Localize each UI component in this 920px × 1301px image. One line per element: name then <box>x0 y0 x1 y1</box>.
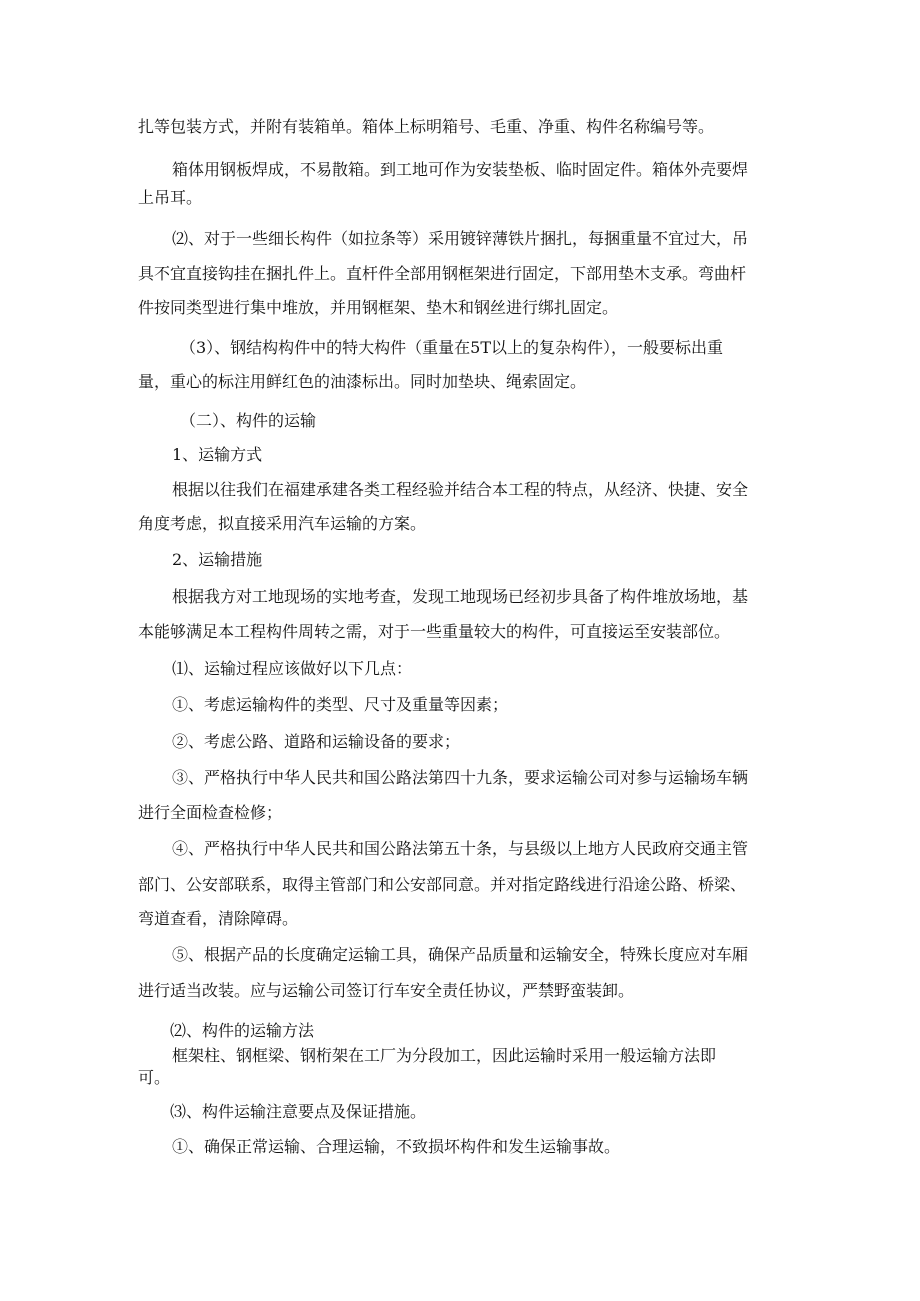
text-line-2: 箱体用钢板焊成，不易散箱。到工地可作为安装垫板、临时固定件。箱体外壳要焊 <box>172 160 749 179</box>
text-line-18: ②、考虑公路、道路和运输设备的要求； <box>172 732 461 751</box>
text-line-8: 量，重心的标注用鲜红色的油漆标出。同时加垫块、绳索固定。 <box>138 372 587 391</box>
text-line-30: ①、确保正常运输、合理运输，不致损坏构件和发生运输事故。 <box>172 1137 621 1156</box>
text-line-4: ⑵、对于一些细长构件（如拉条等）采用镀锌薄铁片捆扎，每捆重量不宜过大，吊 <box>172 229 749 248</box>
subsection-heading-2: 2、运输措施 <box>172 550 263 569</box>
text-line-12: 角度考虑，拟直接采用汽车运输的方案。 <box>138 514 427 533</box>
text-line-1: 扎等包装方式，并附有装箱单。箱体上标明箱号、毛重、净重、构件名称编号等。 <box>138 117 715 136</box>
text-line-27: 框架柱、钢框梁、钢桁架在工厂为分段加工，因此运输时采用一般运输方法即 <box>172 1046 717 1065</box>
subsection-heading-1: 1、运输方式 <box>172 445 263 464</box>
text-line-7: （3）、钢结构构件中的特大构件（重量在5T以上的复杂构件），一般要标出重 <box>180 338 724 357</box>
text-line-11: 根据以往我们在福建承建各类工程经验并结合本工程的特点，从经济、快捷、安全 <box>172 480 749 499</box>
text-line-26: ⑵、构件的运输方法 <box>170 1021 315 1040</box>
text-line-24: ⑤、根据产品的长度确定运输工具，确保产品质量和运输安全，特殊长度应对车厢 <box>172 945 749 964</box>
text-line-14: 根据我方对工地现场的实地考查，发现工地现场已经初步具备了构件堆放场地，基 <box>172 587 749 606</box>
text-line-29: ⑶、构件运输注意要点及保证措施。 <box>170 1102 427 1121</box>
text-line-28: 可。 <box>138 1068 171 1087</box>
text-line-19: ③、严格执行中华人民共和国公路法第四十九条，要求运输公司对参与运输场车辆 <box>172 768 749 787</box>
section-heading: （二）、构件的运输 <box>180 411 317 430</box>
text-line-15: 本能够满足本工程构件周转之需，对于一些重量较大的构件，可直接运至安装部位。 <box>138 622 731 641</box>
text-line-5: 具不宜直接钩挂在捆扎件上。直杆件全部用钢框架进行固定，下部用垫木支承。弯曲杆 <box>138 264 747 283</box>
text-line-21: ④、严格执行中华人民共和国公路法第五十条，与县级以上地方人民政府交通主管 <box>172 839 749 858</box>
text-line-23: 弯道查看，清除障碍。 <box>138 909 299 928</box>
text-line-25: 进行适当改装。应与运输公司签订行车安全责任协议，严禁野蛮装卸。 <box>138 981 635 1000</box>
text-line-20: 进行全面检查检修； <box>138 803 283 822</box>
text-line-6: 件按同类型进行集中堆放，并用钢框架、垫木和钢丝进行绑扎固定。 <box>138 298 619 317</box>
text-line-3: 上吊耳。 <box>138 188 203 207</box>
text-line-16: ⑴、运输过程应该做好以下几点： <box>172 659 413 678</box>
text-line-22: 部门、公安部联系，取得主管部门和公安部同意。并对指定路线进行沿途公路、桥梁、 <box>138 875 747 894</box>
text-line-17: ①、考虑运输构件的类型、尺寸及重量等因素； <box>172 695 509 714</box>
